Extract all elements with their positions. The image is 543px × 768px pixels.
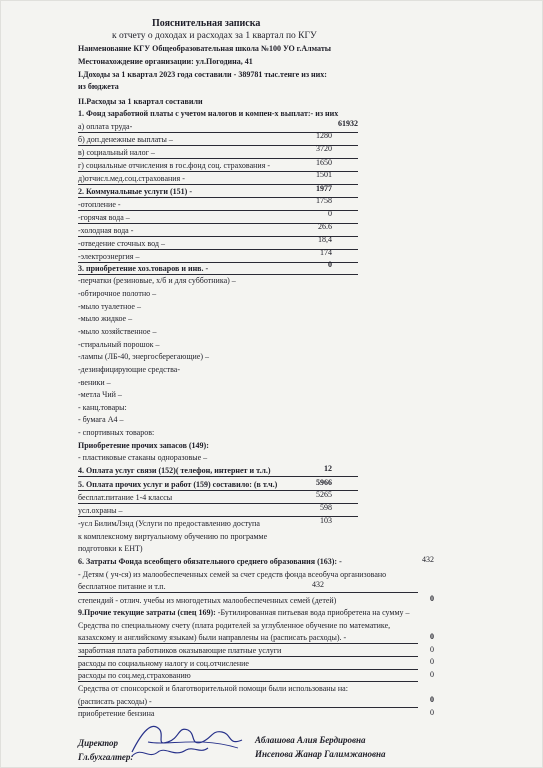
section-5-total: 5966: [316, 478, 332, 487]
section-9-value: 0: [430, 632, 434, 641]
section-6-value: 432: [312, 580, 324, 589]
row-underline: [78, 681, 418, 682]
section-2-row: -электроэнергия –: [78, 252, 140, 261]
section-9-row: (расписать расходы) -: [78, 697, 152, 706]
section-5-value: 103: [320, 516, 332, 525]
director-label: Директор: [78, 738, 118, 748]
section-3-item: -веники –: [78, 378, 111, 387]
row-underline: [78, 656, 418, 657]
section-2-value: 1758: [316, 196, 332, 205]
section-9-value: 0: [430, 695, 434, 704]
section-2-value: 174: [320, 248, 332, 257]
section-9-value: 0: [430, 657, 434, 666]
section-9-title-rest: -Бутилированная питьевая вода приобретена на сумму –: [215, 608, 410, 617]
row-underline: [78, 274, 358, 275]
section-5-value: 5265: [316, 490, 332, 499]
section-5-row: к комплексному виртуальному обучению по программе: [78, 532, 268, 541]
section-4-title: 4. Оплата услуг связи (152)( телефон, интернет и т.л.): [78, 466, 271, 475]
accountant-name: Инсепова Жанар Галимжановна: [255, 749, 386, 759]
section-3-item: -перчатки (резиновые, х/б и для субботника) –: [78, 276, 236, 285]
section-1-row: б) доп.денежные выплаты –: [78, 135, 173, 144]
director-name: Аблашова Алия Бердировна: [255, 735, 366, 745]
section-9-row: казахскому и английскому языкам) были направлены на (расписать расходы). -: [78, 633, 347, 642]
section-9-row: Средства по специальному счету (плата родителей за углубленное обучение по математике,: [78, 621, 391, 630]
section-3-item: - канц.товары:: [78, 403, 127, 412]
section-9-title: 9.Прочие текущие затраты (спец 169):: [78, 608, 216, 617]
row-underline: [78, 476, 358, 477]
section-1-row: г) социальные отчисления в гос.фонд соц. страхования -: [78, 161, 271, 170]
section-5-row: подготовки к ЕНТ): [78, 544, 143, 553]
section-6-title: 6. Затраты Фонда всеобщего обязательного среднего образования (163): -: [78, 557, 342, 566]
section-2-total: 1977: [316, 184, 332, 193]
section-1-row: д)отчисл.мед.соц.страхования -: [78, 174, 185, 183]
section-9-value: 0: [430, 645, 434, 654]
reserves-title: Приобретение прочих запасов (149):: [78, 441, 209, 450]
section-1-value: 1650: [316, 158, 332, 167]
organization-location: Местонахождение организации: ул.Погодина, 41: [78, 57, 253, 66]
section-6-line: бесплатное питание и т.п.: [78, 582, 166, 591]
section-3-item: -мыло жидкое –: [78, 314, 133, 323]
accountant-label: Гл.бухгалтер:: [78, 752, 134, 762]
section-1-row: а) оплата труда-: [78, 122, 133, 131]
section-3-item: -мыло туалетное –: [78, 302, 141, 311]
section-5-value: 598: [320, 503, 332, 512]
document-title: Пояснительная записка: [152, 18, 261, 29]
section-2-row: -отведение сточных вод –: [78, 239, 165, 248]
section-1-total: 61932: [338, 119, 358, 128]
section-5-row: -усл БилимЛэнд (Услуги по предоставлению доступа: [78, 519, 260, 528]
section-4-value: 12: [324, 464, 332, 473]
income-source: из бюджета: [78, 82, 119, 91]
section-6-total: 432: [422, 555, 434, 564]
section-5-row: бесплат.питание 1-4 классы: [78, 493, 173, 502]
organization-name: Наименование КГУ Общеобразовательная школа №100 УО г.Алматы: [78, 44, 332, 53]
section-3-title: 3. приобретение хоз.товаров и инв. -: [78, 264, 209, 273]
section-3-item: -лампы (ЛБ-40, энергосберегающие) –: [78, 352, 209, 361]
section-5-row: усл.охраны –: [78, 506, 123, 515]
section-5-title: 5. Оплата прочих услуг и работ (159) составило: (в т.ч.): [78, 480, 278, 489]
income-summary: I.Доходы за 1 квартал 2023 года составили - 389781 тыс.тенге из них:: [78, 70, 327, 79]
section-2-row: -горячая вода –: [78, 213, 130, 222]
section-6-value: 0: [430, 594, 434, 603]
section-9-value: 0: [430, 708, 434, 717]
section-3-item: -мыло хозяйственное –: [78, 327, 157, 336]
section-2-title: 2. Коммунальные услуги (151) -: [78, 187, 192, 196]
section-1-value: 1501: [316, 170, 332, 179]
section-2-value: 26.6: [318, 222, 332, 231]
section-1-value: 1280: [316, 131, 332, 140]
reserves-row: - пластиковые стаканы одноразовые –: [78, 453, 208, 462]
section-9-row: расходы по социальному налогу и соц.отчисление: [78, 659, 249, 668]
row-underline: [78, 707, 418, 708]
section-9-value: 0: [430, 670, 434, 679]
row-underline: [78, 592, 418, 593]
document-subtitle: к отчету о доходах и расходах за 1 квартал по КГУ: [112, 31, 317, 41]
row-underline: [78, 643, 418, 644]
section-1-row: в) социальный налог –: [78, 148, 155, 157]
section-3-item: -метла Чий –: [78, 390, 122, 399]
section-9-row: расходы по соц.мед.страхованию: [78, 671, 191, 680]
section-1-value: 3720: [316, 144, 332, 153]
section-2-value: 18,4: [318, 235, 332, 244]
section-2-value: 0: [328, 209, 332, 218]
handwritten-signature-accountant: [130, 742, 210, 764]
section-9-row: Средства от спонсорской и благотворительной помощи были использованы на:: [78, 684, 348, 693]
section-3-item: -обтирочное полотно –: [78, 289, 157, 298]
section-3-item: -дезинфицирующие средства-: [78, 365, 180, 374]
row-underline: [78, 669, 418, 670]
section-2-row: -холодная вода -: [78, 226, 134, 235]
section-2-row: -отопление -: [78, 200, 121, 209]
section-1-title: 1. Фонд заработной платы с учетом налогов и компен-х выплат:- из них: [78, 109, 339, 118]
section-3-total: 0: [328, 260, 332, 269]
section-3-item: - спортивных товаров:: [78, 428, 155, 437]
section-9-row: приобретение бензина: [78, 709, 155, 718]
section-3-item: -стиральный порошок –: [78, 340, 160, 349]
section-6-line: - Детям ( уч-ся) из малообеспеченных семей за счет средств фонда всеобуча организовано: [78, 570, 387, 579]
section-3-item: - бумага А4 –: [78, 415, 124, 424]
section-9-header: [78, 608, 410, 618]
section-6-line: степендий - отлич. учебы из многодетных малообеспеченных семей (детей): [78, 596, 337, 605]
section-9-row: заработная плата работников оказывающие платные услуги: [78, 646, 282, 655]
expenses-header: II.Расходы за 1 квартал составили: [78, 97, 203, 106]
